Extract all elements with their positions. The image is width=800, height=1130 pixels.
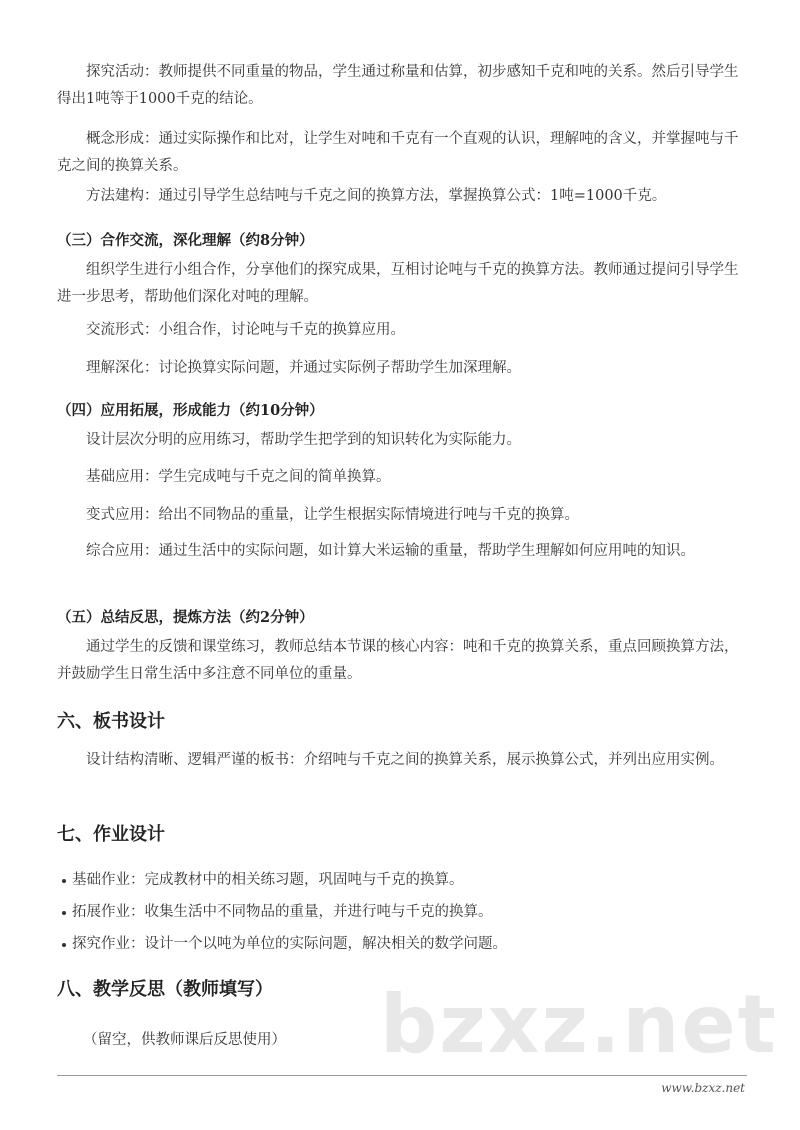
paragraph-summary: 通过学生的反馈和课堂练习，教师总结本节课的核心内容：吨和千克的换算关系，重点回顾换算方法，并鼓励学生日常生活中多注意不同单位的重量。 [57, 639, 739, 682]
section-heading-5: （五）总结反思，提炼方法（约2分钟） [57, 609, 314, 626]
paragraph-deepen: 理解深化：讨论换算实际问题，并通过实际例子帮助学生加深理解。 [86, 360, 521, 376]
list-item: 基础作业：完成教材中的相关练习题，巩固吨与千克的换算。 [72, 867, 464, 894]
list-item: 拓展作业：收集生活中不同物品的重量，并进行吨与千克的换算。 [72, 899, 493, 926]
paragraph-concept: 概念形成：通过实际操作和比对，让学生对吨和千克有一个直观的认识，理解吨的含义，并掌握吨与千克之间的换算关系。 [57, 131, 739, 174]
footer-divider [57, 1075, 747, 1076]
paragraph-reflection: （留空，供教师课后反思使用） [83, 1032, 286, 1048]
list-item: 探究作业：设计一个以吨为单位的实际问题，解决相关的数学问题。 [72, 931, 507, 958]
section-heading-4: （四）应用拓展，形成能力（约10分钟） [57, 402, 324, 419]
section-heading-3: （三）合作交流，深化理解（约8分钟） [57, 232, 314, 249]
paragraph-variant: 变式应用：给出不同物品的重量，让学生根据实际情境进行吨与千克的换算。 [86, 507, 579, 523]
paragraph-apply: 设计层次分明的应用练习，帮助学生把学到的知识转化为实际能力。 [86, 432, 521, 448]
watermark: bzxz.net [380, 978, 778, 1071]
heading-reflection: 八、教学反思（教师填写） [57, 979, 273, 1000]
heading-homework: 七、作业设计 [57, 824, 165, 845]
paragraph-comprehensive: 综合应用：通过生活中的实际问题，如计算大米运输的重量，帮助学生理解如何应用吨的知识。 [86, 543, 695, 559]
paragraph-basic: 基础应用：学生完成吨与千克之间的简单换算。 [86, 469, 391, 485]
paragraph-explore: 探究活动：教师提供不同重量的物品，学生通过称量和估算，初步感知千克和吨的关系。然后引导学生得出1吨等于1000千克的结论。 [57, 64, 739, 107]
heading-board-design: 六、板书设计 [57, 711, 165, 732]
paragraph-cooperate: 组织学生进行小组合作，分享他们的探究成果，互相讨论吨与千克的换算方法。教师通过提问引导学生进一步思考，帮助他们深化对吨的理解。 [57, 262, 739, 305]
paragraph-method: 方法建构：通过引导学生总结吨与千克之间的换算方法，掌握换算公式：1吨=1000千克。 [86, 188, 667, 204]
footer-url: www.bzxz.net [661, 1081, 745, 1095]
paragraph-exchange: 交流形式：小组合作，讨论吨与千克的换算应用。 [86, 322, 405, 338]
paragraph-board: 设计结构清晰、逻辑严谨的板书：介绍吨与千克之间的换算关系，展示换算公式，并列出应用实例。 [86, 752, 724, 768]
